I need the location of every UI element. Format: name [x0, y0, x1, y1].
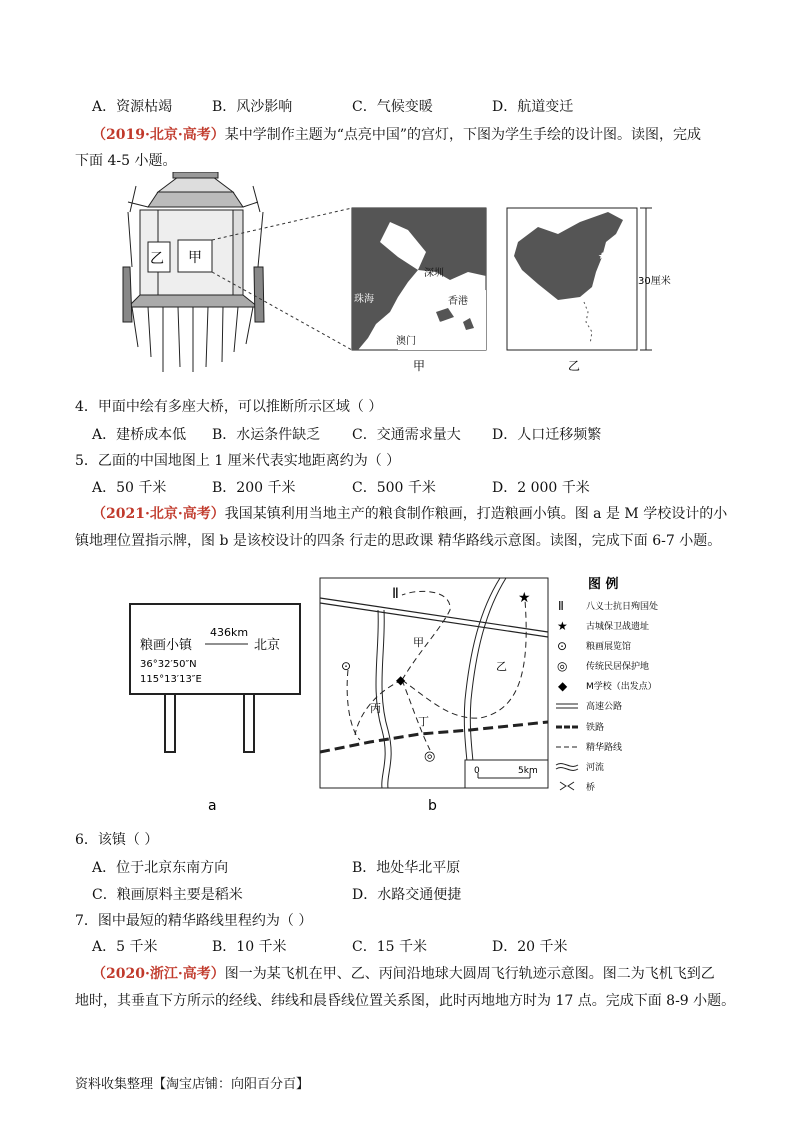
- intro-text: 图一为某飞机在甲、乙、丙间沿地球大圆周飞行轨迹示意图。图二为飞机飞到乙: [224, 966, 715, 982]
- label-zhuhai: 珠海: [354, 294, 374, 305]
- figure-town-sign-route-map: [120, 570, 700, 820]
- legend-item-residence: 传统民居保护地: [586, 662, 650, 672]
- q7-option-a: A．5 千米: [92, 939, 158, 955]
- source-tag: （2019·北京·高考）: [92, 127, 225, 143]
- lantern-panel-yi: 乙: [150, 251, 164, 267]
- block2-intro-line1: [92, 503, 727, 523]
- option-c: C．气候变暖: [352, 99, 433, 115]
- sign-longitude: 115°13′13″E: [140, 674, 202, 685]
- source-tag: （2020·浙江·高考）: [92, 966, 225, 982]
- label-hongkong: 香港: [448, 296, 468, 307]
- q5-option-a: A．50 千米: [92, 480, 167, 496]
- caption-a: a: [208, 798, 217, 814]
- legend-title: 图 例: [588, 577, 619, 592]
- sign-distance: 436km: [210, 626, 249, 639]
- scale-5km: 5km: [518, 766, 538, 776]
- q5-stem: 5．乙面的中国地图上 1 厘米代表实地距离约为（ ）: [75, 453, 401, 469]
- legend-item-railway: 铁路: [586, 723, 605, 733]
- sign-city: 北京: [254, 638, 281, 653]
- legend-item-memorial: 八义士抗日殉国处: [586, 602, 659, 612]
- legend-item-river: 河流: [586, 763, 605, 773]
- lantern-drawing: [123, 172, 264, 372]
- legend-item-ancient-city: 古城保卫战遗址: [586, 622, 650, 632]
- ancient-city-star-icon: ★: [518, 590, 531, 606]
- block1-intro-line2: 下面 4-5 小题。: [75, 153, 177, 169]
- label-shenzhen: 深圳: [424, 268, 444, 279]
- legend: [556, 599, 658, 793]
- option-d: D．航道变迁: [492, 99, 574, 115]
- q6-option-a: A．位于北京东南方向: [92, 860, 229, 876]
- legend-memorial-icon: Ⅱ: [558, 599, 564, 613]
- legend-star-icon: ★: [557, 619, 568, 633]
- q4-option-b: B．水运条件缺乏: [212, 427, 321, 443]
- scale-zero: 0: [474, 766, 480, 776]
- map-label-jia: 甲: [413, 636, 424, 649]
- q6-option-d: D．水路交通便捷: [352, 887, 462, 903]
- legend-exhibition-icon: ⊙: [557, 639, 568, 653]
- legend-residence-icon: ◎: [557, 659, 568, 673]
- option-a: A．资源枯竭: [92, 99, 173, 115]
- memorial-icon: Ⅱ: [392, 586, 399, 602]
- sign-town: 粮画小镇: [140, 638, 193, 653]
- legend-item-highway: 高速公路: [586, 702, 623, 712]
- intro-text: 我国某镇利用当地主产的粮食制作粮画，打造粮画小镇。图 a 是 M 学校设计的小: [224, 506, 728, 522]
- q7-option-b: B．10 千米: [212, 939, 287, 955]
- q7-option-c: C．15 千米: [352, 939, 427, 955]
- q4-stem: 4．甲面中绘有多座大桥，可以推断所示区域（ ）: [75, 399, 383, 415]
- beijing-star-icon: ★: [598, 252, 607, 262]
- label-macao: 澳门: [396, 336, 416, 347]
- block3-intro-line1: [92, 963, 715, 983]
- block3-intro-line2: 地时，其垂直下方所示的经线、纬线和晨昏线位置关系图，此时丙地地方时为 17 点。完成下面 8-9 小题。: [75, 993, 736, 1009]
- source-tag: （2021·北京·高考）: [92, 506, 225, 522]
- q5-option-c: C．500 千米: [352, 480, 436, 496]
- map-label-ding: 丁: [418, 715, 429, 728]
- map-label-yi: 乙: [496, 660, 507, 673]
- lantern-panel-jia: 甲: [188, 250, 202, 266]
- map-label-bing: 丙: [370, 702, 381, 715]
- legend-item-bridge: 桥: [586, 783, 596, 793]
- q6-option-c: C．粮画原料主要是稻米: [92, 887, 243, 903]
- q6-stem: 6．该镇（ ）: [75, 832, 159, 848]
- map-jia-pearl-river: [352, 208, 486, 350]
- residence-icon: ◎: [424, 749, 436, 764]
- school-icon: ◆: [396, 673, 406, 687]
- caption-yi: 乙: [568, 359, 581, 373]
- legend-school-icon: ◆: [558, 679, 568, 693]
- footer-source: 资料收集整理【淘宝店铺：向阳百分百】: [75, 1077, 310, 1092]
- caption-b: b: [428, 798, 437, 814]
- q6-option-b: B．地处华北平原: [352, 860, 461, 876]
- q4-option-a: A．建桥成本低: [92, 427, 187, 443]
- block1-intro-line1: [92, 124, 701, 144]
- legend-item-route: 精华路线: [586, 743, 623, 753]
- block2-intro-line2: 镇地理位置指示牌，图 b 是该校设计的四条 行走的思政课 精华路线示意图。读图，完成下面 6-7 小题。: [75, 533, 722, 549]
- intro-text: 某中学制作主题为“点亮中国”的宫灯，下图为学生手绘的设计图。读图，完成: [224, 127, 702, 143]
- q4-option-d: D．人口迁移频繁: [492, 427, 602, 443]
- q7-stem: 7．图中最短的精华路线里程约为（ ）: [75, 913, 313, 929]
- exhibition-hall-icon: ⊙: [341, 659, 352, 673]
- legend-item-school: M学校（出发点）: [586, 682, 657, 692]
- q4-option-c: C．交通需求量大: [352, 427, 461, 443]
- figure-lantern-maps: [118, 172, 698, 382]
- map-yi-china: [507, 208, 637, 350]
- option-b: B．风沙影响: [212, 99, 293, 115]
- q5-option-b: B．200 千米: [212, 480, 296, 496]
- q7-option-d: D．20 千米: [492, 939, 568, 955]
- q5-option-d: D．2 000 千米: [492, 480, 590, 496]
- legend-item-exhibition: 粮画展览馆: [586, 642, 632, 652]
- scale-30cm: 30厘米: [638, 276, 671, 287]
- caption-jia: 甲: [413, 359, 426, 373]
- sign-latitude: 36°32′50″N: [140, 659, 197, 670]
